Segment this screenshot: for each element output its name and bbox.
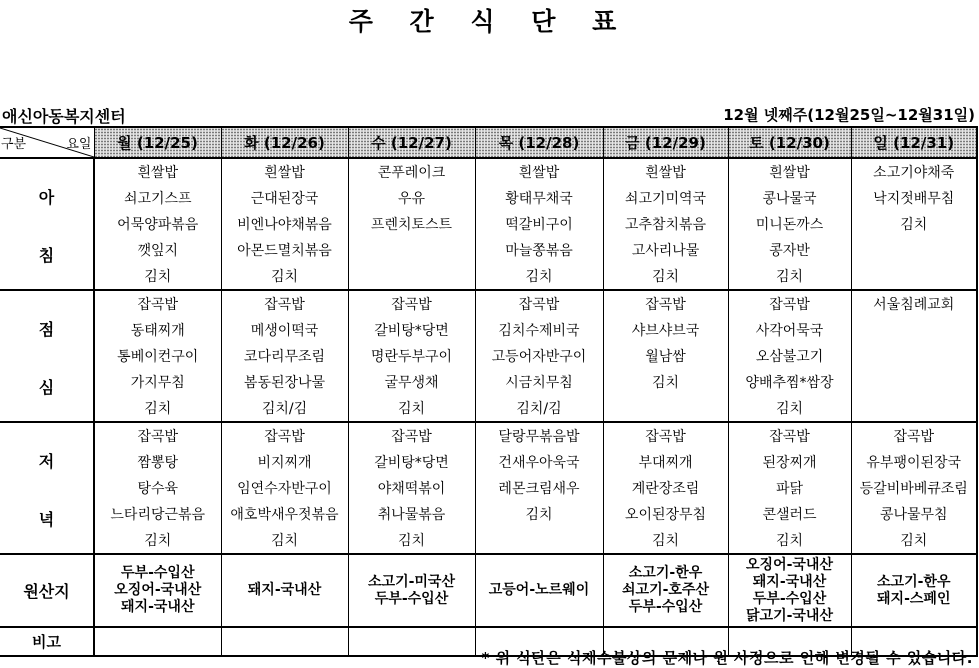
menu-item: 잡곡밥 xyxy=(851,422,977,449)
origin-line: 고등어-노르웨이 xyxy=(488,582,590,598)
menu-item: 취나물볶음 xyxy=(348,501,475,527)
menu-item: 잡곡밥 xyxy=(475,290,603,317)
menu-item: 미니돈까스 xyxy=(728,211,851,237)
menu-item: 흰쌀밥 xyxy=(475,158,603,185)
menu-item xyxy=(851,317,977,343)
menu-row xyxy=(0,501,977,527)
meal-label-bottom: 심 xyxy=(38,378,55,397)
menu-item: 흰쌀밥 xyxy=(221,158,348,185)
note-cell xyxy=(348,627,475,656)
note-label: 비고 xyxy=(0,627,94,656)
menu-item: 소고기야채죽 xyxy=(851,158,977,185)
menu-item: 잡곡밥 xyxy=(728,422,851,449)
origin-cell xyxy=(728,554,851,627)
menu-item: 흰쌀밥 xyxy=(728,158,851,185)
menu-item: 명란두부구이 xyxy=(348,343,475,369)
day-header: 수 (12/27) xyxy=(348,127,475,158)
menu-row xyxy=(0,211,977,237)
origin-line: 쇠고기-호주산 xyxy=(622,582,709,598)
origin-label: 원산지 xyxy=(0,554,94,627)
menu-item: 유부팽이된장국 xyxy=(851,449,977,475)
meal-label-top: 점 xyxy=(38,320,55,339)
menu-item: 레몬크림새우 xyxy=(475,475,603,501)
menu-item xyxy=(348,237,475,263)
menu-item: 쇠고기스프 xyxy=(94,185,221,211)
menu-item: 프렌치토스트 xyxy=(348,211,475,237)
menu-item: 콩나물국 xyxy=(728,185,851,211)
menu-item: 월남쌈 xyxy=(603,343,728,369)
menu-item: 깻잎지 xyxy=(94,237,221,263)
menu-item: 황태무채국 xyxy=(475,185,603,211)
menu-row xyxy=(0,263,977,290)
menu-body xyxy=(0,158,977,554)
meal-label-top: 저 xyxy=(38,452,55,471)
menu-row xyxy=(0,237,977,263)
menu-item: 김치 xyxy=(94,263,221,290)
meal-label-bottom: 침 xyxy=(38,246,55,265)
footer-note: * 위 식단은 식재수불상의 문제나 원 사정으로 인해 변경될 수 있습니다. xyxy=(481,649,973,667)
menu-item: 임연수자반구이 xyxy=(221,475,348,501)
menu-item: 달랑무볶음밥 xyxy=(475,422,603,449)
menu-item: 잡곡밥 xyxy=(221,290,348,317)
origin-line: 소고기-미국산 xyxy=(368,573,455,590)
header-gubun: 구분 xyxy=(1,137,27,152)
menu-item: 서울침례교회 xyxy=(851,290,977,317)
menu-item: 콩나물무침 xyxy=(851,501,977,527)
origin-cell xyxy=(348,554,475,627)
menu-item: 김치 xyxy=(475,263,603,290)
origin-line: 돼지-국내산 xyxy=(121,599,195,615)
menu-item: 김치 xyxy=(348,395,475,422)
origin-cell xyxy=(221,554,348,627)
day-header: 일 (12/31) xyxy=(851,127,977,158)
menu-item: 어묵양파볶음 xyxy=(94,211,221,237)
menu-item: 잡곡밥 xyxy=(603,290,728,317)
menu-item: 김치/김 xyxy=(475,395,603,422)
menu-item: 건새우아욱국 xyxy=(475,449,603,475)
menu-item: 흰쌀밥 xyxy=(603,158,728,185)
header-corner-cell xyxy=(0,127,94,158)
menu-item: 김치 xyxy=(728,527,851,554)
menu-item: 마늘쫑볶음 xyxy=(475,237,603,263)
menu-item: 갈비탕*당면 xyxy=(348,317,475,343)
menu-item: 잡곡밥 xyxy=(348,290,475,317)
menu-item: 김치 xyxy=(475,501,603,527)
menu-row xyxy=(0,369,977,395)
weekly-menu-table xyxy=(0,126,978,657)
menu-item: 부대찌개 xyxy=(603,449,728,475)
menu-row xyxy=(0,290,977,317)
menu-item: 사각어묵국 xyxy=(728,317,851,343)
meal-label-bottom: 녁 xyxy=(38,510,55,529)
menu-item: 갈비탕*당면 xyxy=(348,449,475,475)
origin-line: 돼지-스페인 xyxy=(877,590,951,607)
menu-item: 낙지젓배무침 xyxy=(851,185,977,211)
menu-item xyxy=(851,263,977,290)
menu-item xyxy=(603,395,728,422)
menu-item: 김치 xyxy=(851,211,977,237)
menu-item: 통베이컨구이 xyxy=(94,343,221,369)
menu-item: 코다리무조림 xyxy=(221,343,348,369)
menu-row xyxy=(0,527,977,554)
menu-row xyxy=(0,158,977,185)
day-header: 월 (12/25) xyxy=(94,127,221,158)
day-header: 화 (12/26) xyxy=(221,127,348,158)
meal-label xyxy=(0,422,94,554)
note-cell xyxy=(221,627,348,656)
menu-item: 흰쌀밥 xyxy=(94,158,221,185)
menu-item: 계란장조림 xyxy=(603,475,728,501)
menu-item: 가지무침 xyxy=(94,369,221,395)
menu-row xyxy=(0,343,977,369)
day-header: 목 (12/28) xyxy=(475,127,603,158)
origin-line: 돼지-국내산 xyxy=(247,582,322,598)
page-title: 주 간 식 단 표 xyxy=(348,7,631,36)
menu-item: 고추참치볶음 xyxy=(603,211,728,237)
menu-row xyxy=(0,317,977,343)
organization-name: 애신아동복지센터 xyxy=(2,107,126,126)
menu-item: 콩자반 xyxy=(728,237,851,263)
menu-item: 오삼불고기 xyxy=(728,343,851,369)
menu-item: 김치 xyxy=(94,395,221,422)
menu-item: 김치 xyxy=(603,527,728,554)
header-yoil: 요일 xyxy=(66,137,92,152)
menu-item xyxy=(348,263,475,290)
menu-item: 김치 xyxy=(603,369,728,395)
menu-row xyxy=(0,475,977,501)
menu-item: 야채떡볶이 xyxy=(348,475,475,501)
menu-item: 김치 xyxy=(94,527,221,554)
meal-label-top: 아 xyxy=(38,188,55,207)
origin-line: 오징어-국내산 xyxy=(746,556,833,573)
menu-item: 김치/김 xyxy=(221,395,348,422)
origin-row xyxy=(0,554,977,627)
menu-item: 메생이떡국 xyxy=(221,317,348,343)
week-range: 12월 넷째주(12월25일~12월31일) xyxy=(723,106,975,124)
menu-item: 샤브샤브국 xyxy=(603,317,728,343)
menu-item: 동태찌개 xyxy=(94,317,221,343)
menu-item: 느타리당근볶음 xyxy=(94,501,221,527)
day-header: 토 (12/30) xyxy=(728,127,851,158)
menu-row xyxy=(0,395,977,422)
menu-item: 봄동된장나물 xyxy=(221,369,348,395)
menu-item: 잡곡밥 xyxy=(348,422,475,449)
menu-item: 비엔나야채볶음 xyxy=(221,211,348,237)
menu-item: 짬뽕탕 xyxy=(94,449,221,475)
origin-line: 두부-수입산 xyxy=(374,590,449,607)
menu-item: 등갈비바베큐조림 xyxy=(851,475,977,501)
menu-item xyxy=(851,343,977,369)
origin-cell xyxy=(94,554,221,627)
menu-item: 애호박새우젓볶음 xyxy=(221,501,348,527)
menu-item: 잡곡밥 xyxy=(94,422,221,449)
menu-item: 김치 xyxy=(221,527,348,554)
menu-item xyxy=(851,369,977,395)
menu-item: 김치 xyxy=(348,527,475,554)
menu-item: 김치수제비국 xyxy=(475,317,603,343)
menu-item: 아몬드멸치볶음 xyxy=(221,237,348,263)
origin-line: 돼지-국내산 xyxy=(752,573,827,590)
day-header: 금 (12/29) xyxy=(603,127,728,158)
menu-item: 비지찌개 xyxy=(221,449,348,475)
menu-item: 콘샐러드 xyxy=(728,501,851,527)
menu-item: 김치 xyxy=(728,395,851,422)
origin-line: 오징어-국내산 xyxy=(114,582,202,598)
menu-item: 근대된장국 xyxy=(221,185,348,211)
origin-cell xyxy=(603,554,728,627)
menu-row xyxy=(0,422,977,449)
menu-item: 오이된장무침 xyxy=(603,501,728,527)
origin-line: 소고기-한우 xyxy=(877,573,951,590)
menu-item: 잡곡밥 xyxy=(728,290,851,317)
origin-line: 두부-수입산 xyxy=(628,599,703,615)
menu-item: 잡곡밥 xyxy=(221,422,348,449)
menu-item: 김치 xyxy=(221,263,348,290)
origin-line: 닭고기-국내산 xyxy=(746,607,833,624)
meal-label xyxy=(0,158,94,290)
meal-label xyxy=(0,290,94,422)
menu-item: 콘푸레이크 xyxy=(348,158,475,185)
menu-item: 양배추찜*쌈장 xyxy=(728,369,851,395)
origin-line: 두부-수입산 xyxy=(752,590,827,607)
menu-item: 파닭 xyxy=(728,475,851,501)
menu-item xyxy=(475,527,603,554)
menu-item: 고사리나물 xyxy=(603,237,728,263)
menu-item: 잡곡밥 xyxy=(603,422,728,449)
origin-cell xyxy=(475,554,603,627)
menu-item: 시금치무침 xyxy=(475,369,603,395)
header-row xyxy=(0,127,977,158)
menu-item: 김치 xyxy=(728,263,851,290)
note-cell xyxy=(94,627,221,656)
origin-cell xyxy=(851,554,977,627)
menu-item: 떡갈비구이 xyxy=(475,211,603,237)
menu-item: 우유 xyxy=(348,185,475,211)
menu-row xyxy=(0,449,977,475)
menu-row xyxy=(0,185,977,211)
menu-item: 탕수육 xyxy=(94,475,221,501)
menu-item: 된장찌개 xyxy=(728,449,851,475)
menu-item xyxy=(851,237,977,263)
menu-item: 굴무생채 xyxy=(348,369,475,395)
menu-item xyxy=(851,395,977,422)
menu-item: 고등어자반구이 xyxy=(475,343,603,369)
menu-item: 쇠고기미역국 xyxy=(603,185,728,211)
origin-line: 두부-수입산 xyxy=(121,565,195,581)
menu-item: 잡곡밥 xyxy=(94,290,221,317)
menu-item: 김치 xyxy=(603,263,728,290)
origin-line: 소고기-한우 xyxy=(628,565,703,581)
menu-item: 김치 xyxy=(851,527,977,554)
